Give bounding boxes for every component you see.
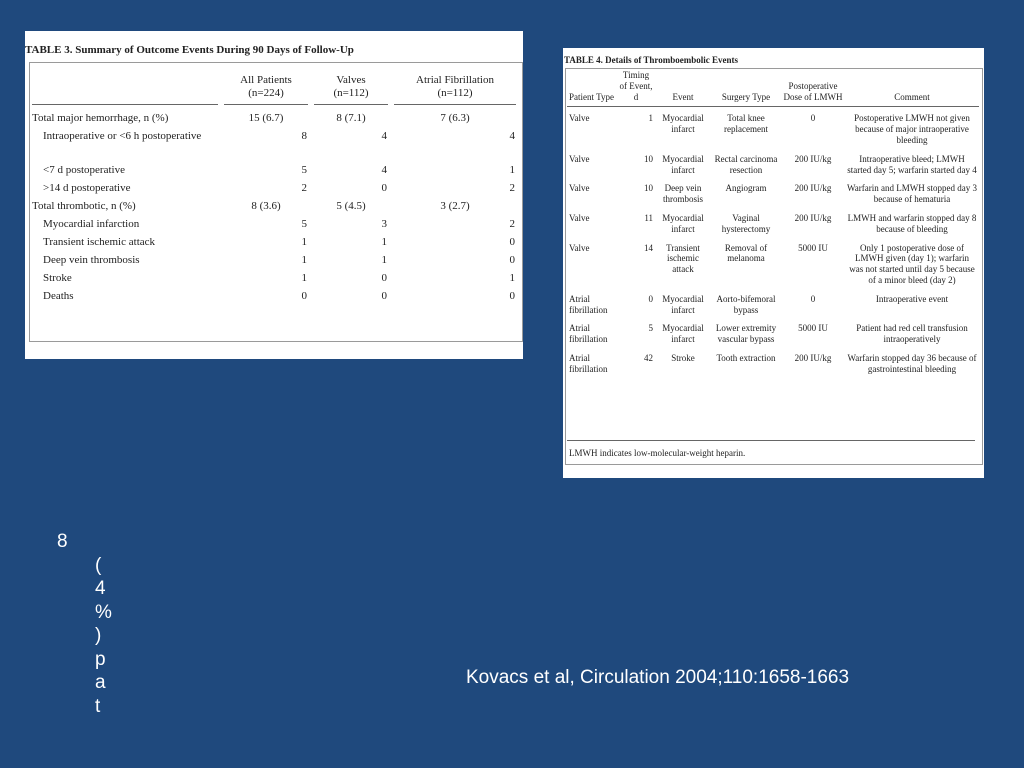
table3-row (29, 290, 519, 308)
table3-row (29, 218, 519, 236)
table4-row (567, 240, 979, 291)
cell-dose: 200 IU/kg (794, 212, 832, 223)
cell-timing: 11 (644, 212, 653, 223)
header-all-n: (n=224) (248, 86, 284, 99)
cell-surgery: Removal of melanoma (724, 242, 768, 264)
cell-event: Myocardial infarct (662, 153, 704, 175)
row-label: Deaths (43, 290, 74, 302)
cell-patient: Valve (569, 153, 590, 164)
table3-header-all (221, 64, 311, 104)
cell-dose: 0 (810, 113, 816, 124)
cell-valves: 5 (4.5) (336, 200, 366, 212)
cell-patient: Valve (569, 242, 590, 253)
row-label: Deep vein thrombosis (43, 254, 140, 266)
table3-image (25, 31, 523, 359)
cell-timing: 42 (644, 352, 653, 363)
cell-atrial-fibrillation: 0 (509, 254, 515, 266)
cell-atrial-fibrillation: 2 (509, 218, 515, 230)
cell-all-patients: 5 (301, 218, 307, 230)
cell-event: Myocardial infarct (662, 113, 704, 135)
overflow-char: p (95, 648, 106, 670)
cell-all-patients: 0 (301, 290, 307, 302)
table3-row (29, 112, 519, 130)
table3-header-af (391, 64, 519, 104)
cell-surgery: Rectal carcinoma resection (714, 153, 778, 175)
cell-event: Transient ischemic attack (666, 242, 700, 275)
overflow-char: ( (95, 554, 102, 576)
cell-all-patients: 1 (301, 254, 307, 266)
cell-all-patients: 8 (301, 130, 307, 142)
overflow-char: t (95, 695, 101, 717)
cell-timing: 14 (644, 242, 653, 253)
cell-patient: Valve (569, 183, 590, 194)
cell-timing: 10 (644, 183, 653, 194)
cell-valves: 1 (381, 236, 387, 248)
row-label: Transient ischemic attack (43, 236, 156, 248)
table3-row (29, 182, 519, 200)
cell-timing: 0 (648, 293, 653, 304)
cell-atrial-fibrillation: 1 (509, 164, 515, 176)
header-valves-n: (n=112) (333, 86, 369, 99)
row-label: <7 d postoperative (43, 164, 125, 176)
cell-all-patients: 1 (301, 272, 307, 284)
cell-surgery: Aorto-bifemoral bypass (716, 293, 776, 315)
cell-all-patients: 8 (3.6) (251, 200, 281, 212)
cell-timing: 5 (648, 323, 653, 334)
cell-all-patients: 5 (301, 164, 307, 176)
table4-row (567, 151, 979, 181)
cell-surgery: Tooth extraction (716, 352, 776, 363)
cell-dose: 200 IU/kg (794, 352, 832, 363)
table3-row (29, 254, 519, 272)
table3-row (29, 164, 519, 182)
cell-patient: Valve (569, 212, 590, 223)
cell-valves: 4 (381, 164, 387, 176)
overflow-char: a (95, 672, 106, 693)
table4-row (567, 180, 979, 210)
cell-dose: 200 IU/kg (794, 183, 832, 194)
table4-row (567, 350, 979, 380)
table4-header-comment: Comment (845, 70, 979, 107)
cell-surgery: Lower extremity vascular bypass (715, 323, 777, 345)
cell-valves: 0 (381, 182, 387, 194)
cell-event: Myocardial infarct (662, 323, 704, 345)
cell-surgery: Total knee replacement (724, 113, 768, 135)
cell-valves: 4 (381, 130, 387, 142)
cell-atrial-fibrillation: 2 (509, 182, 515, 194)
overflow-char: 4 (95, 578, 106, 599)
cell-comment: Warfarin and LMWH stopped day 3 because of hematuria (847, 183, 977, 205)
table3 (29, 64, 519, 308)
header-af-name: Atrial Fibrillation (416, 73, 494, 86)
cell-all-patients: 1 (301, 236, 307, 248)
cell-event: Myocardial infarct (662, 293, 704, 315)
table4-row (567, 210, 979, 240)
cell-event: Stroke (671, 352, 695, 363)
table4-row (567, 291, 979, 321)
header-af-n: (n=112) (437, 86, 473, 99)
cell-comment: Patient had red cell transfusion intraoperatively (856, 323, 968, 345)
cell-valves: 0 (381, 272, 387, 284)
table4-header-patient: Patient Type (567, 70, 617, 107)
cell-valves: 3 (381, 218, 387, 230)
table4-row (567, 320, 979, 350)
header-valves-name: Valves (336, 73, 366, 86)
cell-valves: 8 (7.1) (336, 112, 366, 124)
cell-comment: Warfarin stopped day 36 because of gastrointestinal bleeding (847, 352, 977, 374)
cell-event: Deep vein thrombosis (662, 183, 703, 205)
overflow-char: ) (95, 625, 102, 646)
table4-title: TABLE 4. Details of Thromboembolic Events (564, 55, 739, 65)
row-label: Myocardial infarction (43, 218, 140, 230)
cell-patient: Valve (569, 113, 590, 124)
cell-patient: Atrial fibrillation (569, 352, 608, 374)
overflow-char: 8 (57, 531, 68, 552)
cell-comment: LMWH and warfarin stopped day 8 because of bleeding (847, 212, 977, 234)
cell-valves: 1 (381, 254, 387, 266)
table3-row (29, 272, 519, 290)
cell-atrial-fibrillation: 3 (2.7) (440, 200, 470, 212)
table4-header-event: Event (655, 70, 711, 107)
table4-header-dose: Postoperative Dose of LMWH (781, 70, 845, 107)
row-label: Intraoperative or <6 h postoperative (43, 130, 202, 142)
cell-comment: Postoperative LMWH not given because of major intraoperative bleeding (854, 113, 970, 145)
overflow-char: % (95, 601, 112, 623)
cell-dose: 5000 IU (798, 323, 828, 334)
cell-event: Myocardial infarct (662, 212, 704, 234)
header-all-name: All Patients (240, 73, 292, 86)
cell-timing: 10 (644, 153, 653, 164)
cell-dose: 200 IU/kg (794, 153, 832, 164)
cell-surgery: Vaginal hysterectomy (721, 212, 771, 234)
table4 (567, 70, 979, 380)
cell-surgery: Angiogram (725, 183, 767, 194)
row-label: Total major hemorrhage, n (%) (32, 112, 169, 124)
table3-header-valves (311, 64, 391, 104)
row-label: >14 d postoperative (43, 182, 131, 194)
cell-valves: 0 (381, 290, 387, 302)
table3-title: TABLE 3. Summary of Outcome Events During 90 Days of Follow-Up (25, 44, 354, 56)
cell-patient: Atrial fibrillation (569, 293, 608, 315)
cell-comment: Intraoperative bleed; LMWH started day 5; warfarin started day 4 (847, 153, 977, 175)
cell-atrial-fibrillation: 0 (509, 236, 515, 248)
table4-footer-rule (567, 440, 975, 441)
cell-all-patients: 15 (6.7) (248, 112, 284, 124)
cell-atrial-fibrillation: 7 (6.3) (440, 112, 470, 124)
table3-row (29, 200, 519, 218)
table4-row (567, 110, 979, 150)
table3-header-blank (29, 64, 221, 104)
cell-comment: Intraoperative event (875, 293, 949, 304)
cell-timing: 1 (648, 113, 653, 124)
cell-atrial-fibrillation: 1 (509, 272, 515, 284)
table4-header-surgery: Surgery Type (711, 70, 781, 107)
cell-all-patients: 2 (301, 182, 307, 194)
table4-header-timing: Timing of Event, d (617, 70, 655, 107)
table4-footnote: LMWH indicates low-molecular-weight heparin. (569, 448, 746, 458)
cell-atrial-fibrillation: 4 (509, 130, 515, 142)
row-label: Total thrombotic, n (%) (32, 200, 136, 212)
table3-row (29, 236, 519, 254)
cell-dose: 5000 IU (798, 242, 828, 253)
table4-image (563, 48, 984, 478)
cell-atrial-fibrillation: 0 (509, 290, 515, 302)
overflow-text (57, 530, 112, 718)
table3-row (29, 130, 519, 164)
cell-comment: Only 1 postoperative dose of LMWH given (day 1); warfarin was not started until day 5 because of a minor bleed (day 2) (849, 242, 975, 285)
citation: Kovacs et al, Circulation 2004;110:1658-1663 (466, 667, 850, 688)
row-label: Stroke (43, 272, 72, 284)
cell-dose: 0 (810, 293, 816, 304)
cell-patient: Atrial fibrillation (569, 323, 608, 345)
